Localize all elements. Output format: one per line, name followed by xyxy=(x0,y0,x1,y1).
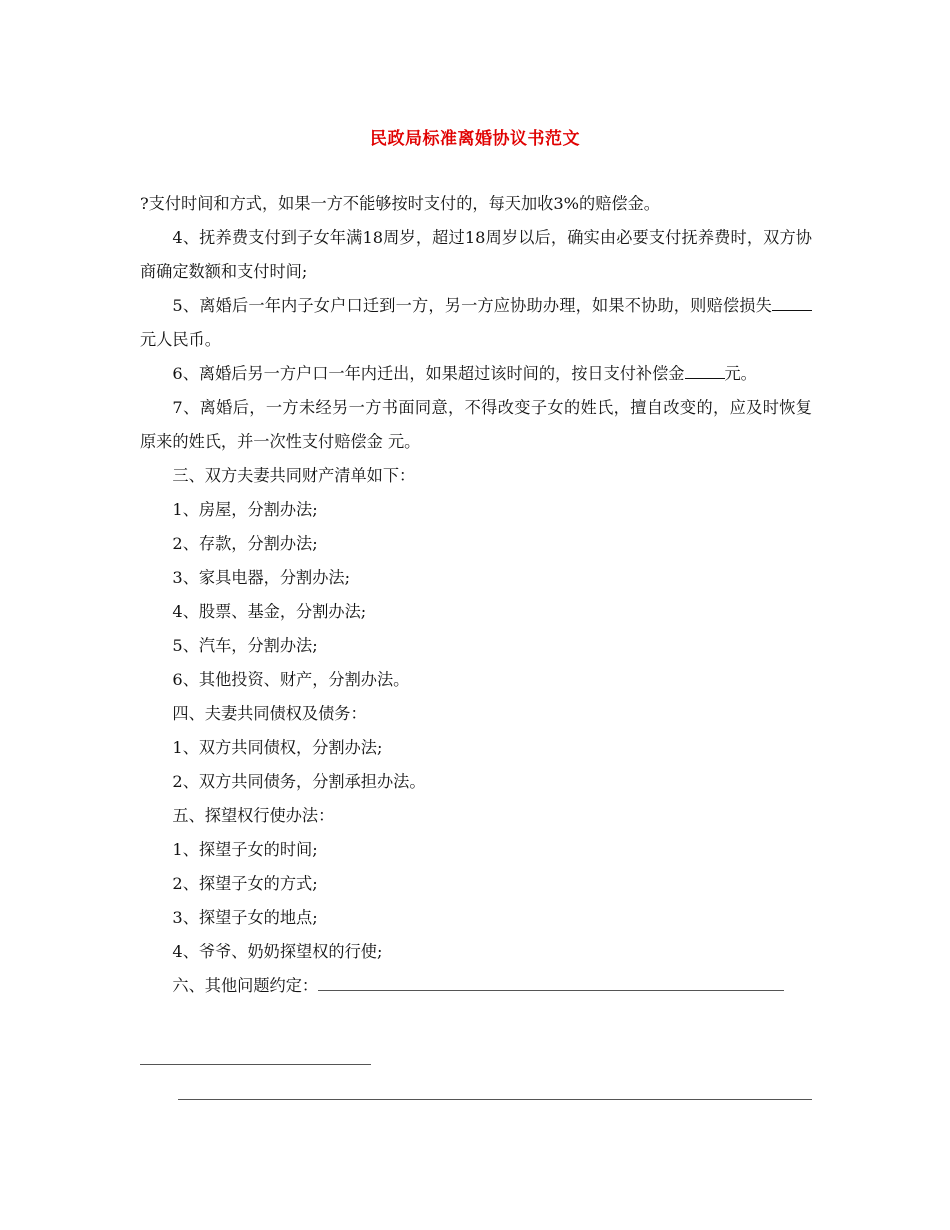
paragraph-item-5-text: 5、离婚后一年内子女户口迁到一方，另一方应协助办理，如果不协助，则赔偿损失 xyxy=(172,296,772,315)
list-item: 5、汽车，分割办法; xyxy=(172,636,318,655)
list-item: 3、探望子女的地点; xyxy=(172,908,318,927)
section-heading-debts: 四、夫妻共同债权及债务： xyxy=(172,704,367,723)
list-item: 3、家具电器，分割办法; xyxy=(172,568,351,587)
section-heading-visitation: 五、探望权行使办法： xyxy=(172,806,335,825)
section-heading-other-text: 六、其他问题约定： xyxy=(172,976,319,995)
section-heading-property: 三、双方夫妻共同财产清单如下： xyxy=(172,466,416,485)
document-body xyxy=(140,187,812,1003)
list-item: 1、双方共同债权，分割办法; xyxy=(172,738,383,757)
paragraph-item-6-household xyxy=(140,357,812,391)
list-item: 2、双方共同债务，分割承担办法。 xyxy=(172,772,426,791)
paragraph-item-4-support: 4、抚养费支付到子女年满18周岁，超过18周岁以后，确实由必要支付抚养费时，双方协商确定数额和支付时间; xyxy=(140,228,812,281)
list-item: 2、存款，分割办法; xyxy=(172,534,318,553)
paragraph-item-5-household xyxy=(140,289,812,357)
list-item: 1、房屋，分割办法; xyxy=(172,500,318,519)
list-item: 6、其他投资、财产，分割办法。 xyxy=(172,670,410,689)
blank-line xyxy=(772,296,812,311)
document-title: 民政局标准离婚协议书范文 xyxy=(370,129,580,149)
paragraph-item-6-text: 6、离婚后另一方户口一年内迁出，如果超过该时间的，按日支付补偿金 xyxy=(172,364,685,383)
fill-line xyxy=(318,974,784,991)
fill-line xyxy=(178,1099,812,1100)
paragraph-item-5-suffix: 元人民币。 xyxy=(140,330,221,349)
list-item: 2、探望子女的方式; xyxy=(172,874,318,893)
list-item: 4、爷爷、奶奶探望权的行使; xyxy=(172,942,383,961)
fill-line xyxy=(140,1064,371,1065)
blank-line xyxy=(685,364,725,379)
paragraph-item-7-surname: 7、离婚后，一方未经另一方书面同意，不得改变子女的姓氏，擅自改变的，应及时恢复原来的姓氏，并一次性支付赔偿金 元。 xyxy=(140,398,812,451)
section-heading-other xyxy=(140,969,812,1003)
paragraph-payment-terms: ?支付时间和方式，如果一方不能够按时支付的，每天加收3%的赔偿金。 xyxy=(140,194,660,213)
list-item: 4、股票、基金，分割办法; xyxy=(172,602,367,621)
paragraph-item-6-suffix: 元。 xyxy=(724,364,757,383)
list-item: 1、探望子女的时间; xyxy=(172,840,318,859)
